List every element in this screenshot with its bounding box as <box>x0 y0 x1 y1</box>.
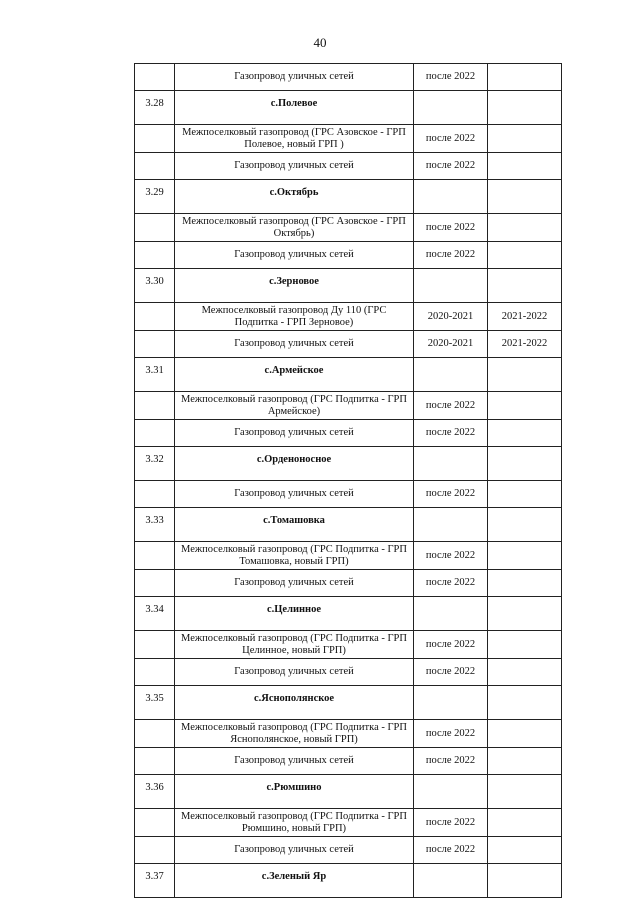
village-header-row <box>135 358 562 392</box>
period-1-cell: 2020-2021 <box>414 331 488 358</box>
period-1-cell: после 2022 <box>414 659 488 686</box>
period-2-cell <box>488 775 562 809</box>
page-number: 40 <box>313 35 327 50</box>
description-cell: Газопровод уличных сетей <box>175 331 414 358</box>
period-2-cell <box>488 269 562 303</box>
table-row <box>135 420 562 447</box>
village-name-cell: с.Яснополянское <box>175 686 414 720</box>
village-name-cell: с.Зерновое <box>175 269 414 303</box>
table-row <box>135 242 562 269</box>
row-number-cell: 3.35 <box>135 686 175 720</box>
period-2-cell <box>488 864 562 898</box>
period-1-cell <box>414 864 488 898</box>
table-row <box>135 837 562 864</box>
description-cell: Межпоселковый газопровод (ГРС Подпитка - ГРП Армейское) <box>175 392 414 420</box>
village-header-row <box>135 864 562 898</box>
table-row <box>135 748 562 775</box>
period-1-cell <box>414 269 488 303</box>
description-cell: Газопровод уличных сетей <box>175 748 414 775</box>
row-number-cell <box>135 748 175 775</box>
description-cell: Межпоселковый газопровод (ГРС Подпитка - ГРП Томашовка, новый ГРП) <box>175 542 414 570</box>
period-2-cell <box>488 570 562 597</box>
row-number-cell <box>135 542 175 570</box>
row-number-cell: 3.33 <box>135 508 175 542</box>
village-header-row <box>135 180 562 214</box>
table-row <box>135 631 562 659</box>
description-cell: Межпоселковый газопровод Ду 110 (ГРС Подпитка - ГРП Зерновое) <box>175 303 414 331</box>
village-header-row <box>135 91 562 125</box>
row-number-cell: 3.28 <box>135 91 175 125</box>
row-number-cell: 3.29 <box>135 180 175 214</box>
period-2-cell <box>488 659 562 686</box>
row-number-cell <box>135 242 175 269</box>
village-name-cell: с.Томашовка <box>175 508 414 542</box>
row-number-cell: 3.32 <box>135 447 175 481</box>
row-number-cell <box>135 720 175 748</box>
description-cell: Межпоселковый газопровод (ГРС Подпитка - ГРП Целинное, новый ГРП) <box>175 631 414 659</box>
village-header-row <box>135 775 562 809</box>
row-number-cell <box>135 331 175 358</box>
period-2-cell <box>488 125 562 153</box>
period-2-cell <box>488 631 562 659</box>
table-row <box>135 659 562 686</box>
row-number-cell: 3.31 <box>135 358 175 392</box>
table-row <box>135 542 562 570</box>
description-cell: Газопровод уличных сетей <box>175 837 414 864</box>
period-2-cell <box>488 447 562 481</box>
table-row <box>135 392 562 420</box>
period-1-cell: после 2022 <box>414 570 488 597</box>
period-2-cell <box>488 686 562 720</box>
period-2-cell <box>488 837 562 864</box>
table-row <box>135 809 562 837</box>
row-number-cell <box>135 837 175 864</box>
description-cell: Межпоселковый газопровод (ГРС Подпитка - ГРП Рюмшино, новый ГРП) <box>175 809 414 837</box>
description-cell: Газопровод уличных сетей <box>175 481 414 508</box>
row-number-cell <box>135 392 175 420</box>
period-1-cell: 2020-2021 <box>414 303 488 331</box>
period-1-cell: после 2022 <box>414 748 488 775</box>
period-1-cell <box>414 447 488 481</box>
period-2-cell <box>488 91 562 125</box>
village-name-cell: с.Октябрь <box>175 180 414 214</box>
description-cell: Газопровод уличных сетей <box>175 659 414 686</box>
period-1-cell: после 2022 <box>414 837 488 864</box>
period-1-cell: после 2022 <box>414 153 488 180</box>
table-row <box>135 331 562 358</box>
period-2-cell <box>488 214 562 242</box>
row-number-cell: 3.36 <box>135 775 175 809</box>
period-1-cell: после 2022 <box>414 631 488 659</box>
description-cell: Газопровод уличных сетей <box>175 64 414 91</box>
period-1-cell: после 2022 <box>414 809 488 837</box>
table-row <box>135 481 562 508</box>
description-cell: Газопровод уличных сетей <box>175 242 414 269</box>
period-2-cell <box>488 180 562 214</box>
table-row <box>135 64 562 91</box>
period-1-cell: после 2022 <box>414 420 488 447</box>
village-name-cell: с.Зеленый Яр <box>175 864 414 898</box>
description-cell: Межпоселковый газопровод (ГРС Азовское - ГРП Полевое, новый ГРП ) <box>175 125 414 153</box>
period-1-cell <box>414 508 488 542</box>
description-cell: Газопровод уличных сетей <box>175 153 414 180</box>
period-1-cell <box>414 180 488 214</box>
village-name-cell: с.Орденоносное <box>175 447 414 481</box>
table-body <box>135 64 562 898</box>
description-cell: Межпоселковый газопровод (ГРС Азовское - ГРП Октябрь) <box>175 214 414 242</box>
village-name-cell: с.Армейское <box>175 358 414 392</box>
period-1-cell: после 2022 <box>414 392 488 420</box>
table-row <box>135 153 562 180</box>
row-number-cell <box>135 214 175 242</box>
row-number-cell <box>135 64 175 91</box>
row-number-cell <box>135 809 175 837</box>
village-header-row <box>135 686 562 720</box>
period-2-cell <box>488 481 562 508</box>
period-1-cell: после 2022 <box>414 64 488 91</box>
village-name-cell: с.Целинное <box>175 597 414 631</box>
period-2-cell <box>488 508 562 542</box>
period-1-cell: после 2022 <box>414 720 488 748</box>
table-row <box>135 570 562 597</box>
period-1-cell: после 2022 <box>414 214 488 242</box>
period-1-cell: после 2022 <box>414 481 488 508</box>
gas-pipeline-schedule-table <box>134 63 562 898</box>
period-2-cell <box>488 748 562 775</box>
village-header-row <box>135 508 562 542</box>
description-cell: Газопровод уличных сетей <box>175 420 414 447</box>
row-number-cell: 3.37 <box>135 864 175 898</box>
table-row <box>135 125 562 153</box>
row-number-cell <box>135 125 175 153</box>
period-2-cell <box>488 153 562 180</box>
row-number-cell: 3.34 <box>135 597 175 631</box>
period-2-cell <box>488 420 562 447</box>
village-header-row <box>135 269 562 303</box>
period-2-cell <box>488 542 562 570</box>
table-row <box>135 303 562 331</box>
period-2-cell <box>488 64 562 91</box>
row-number-cell <box>135 659 175 686</box>
period-2-cell <box>488 358 562 392</box>
village-name-cell: с.Полевое <box>175 91 414 125</box>
village-header-row <box>135 447 562 481</box>
table-row <box>135 720 562 748</box>
table-row <box>135 214 562 242</box>
period-1-cell: после 2022 <box>414 542 488 570</box>
description-cell: Межпоселковый газопровод (ГРС Подпитка - ГРП Яснополянское, новый ГРП) <box>175 720 414 748</box>
description-cell: Газопровод уличных сетей <box>175 570 414 597</box>
row-number-cell <box>135 570 175 597</box>
row-number-cell <box>135 481 175 508</box>
row-number-cell: 3.30 <box>135 269 175 303</box>
period-2-cell <box>488 392 562 420</box>
row-number-cell <box>135 631 175 659</box>
period-2-cell: 2021-2022 <box>488 303 562 331</box>
village-name-cell: с.Рюмшино <box>175 775 414 809</box>
period-1-cell <box>414 597 488 631</box>
period-2-cell <box>488 809 562 837</box>
row-number-cell <box>135 303 175 331</box>
period-1-cell: после 2022 <box>414 125 488 153</box>
period-2-cell <box>488 720 562 748</box>
period-1-cell <box>414 91 488 125</box>
period-2-cell <box>488 597 562 631</box>
period-1-cell <box>414 358 488 392</box>
period-2-cell: 2021-2022 <box>488 331 562 358</box>
period-1-cell <box>414 686 488 720</box>
period-1-cell: после 2022 <box>414 242 488 269</box>
village-header-row <box>135 597 562 631</box>
row-number-cell <box>135 153 175 180</box>
period-1-cell <box>414 775 488 809</box>
row-number-cell <box>135 420 175 447</box>
period-2-cell <box>488 242 562 269</box>
